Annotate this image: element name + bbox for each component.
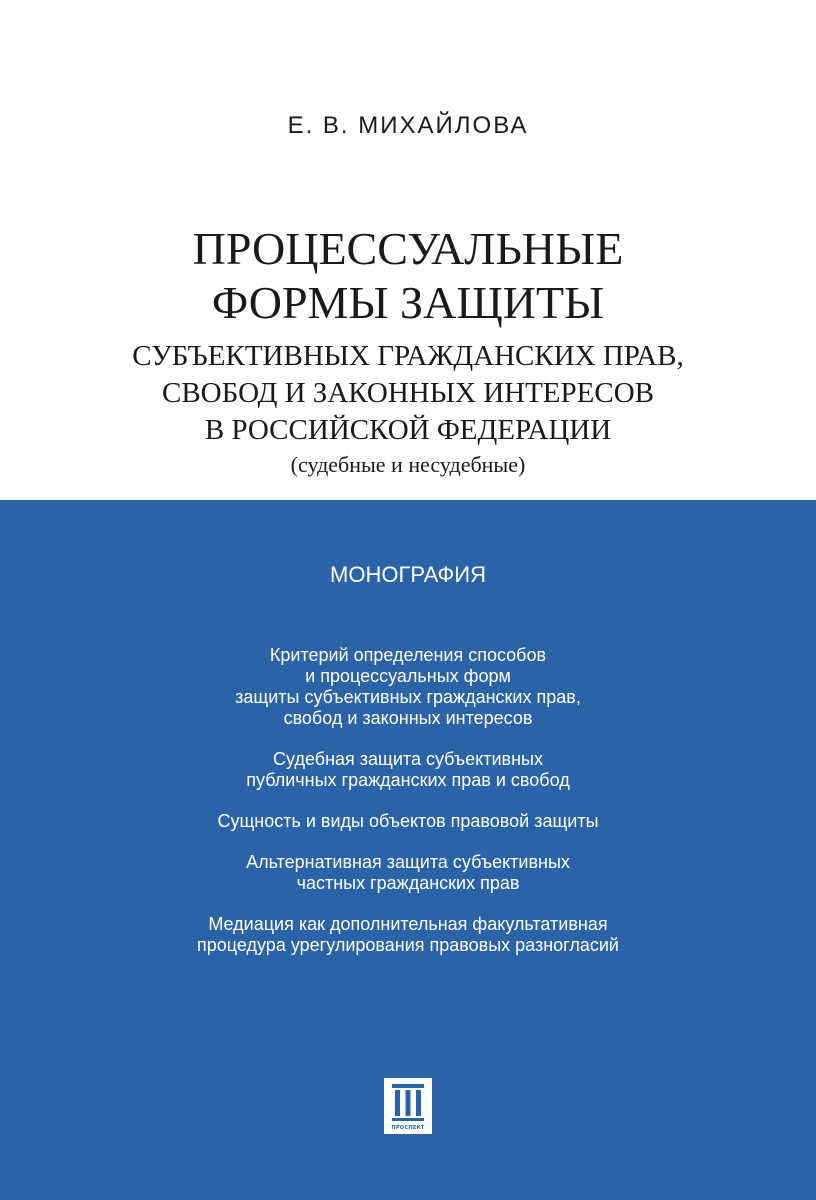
cover-blue-band	[0, 500, 816, 1200]
topic-line: Критерий определения способов	[269, 645, 547, 665]
topic-line: и процессуальных форм	[305, 666, 511, 686]
topic-line: частных гражданских прав	[296, 873, 520, 893]
title-main-line: ПРОЦЕССУАЛЬНЫЕ	[192, 223, 624, 274]
author-name: Е. В. МИХАЙЛОВА	[287, 112, 529, 139]
topic-line: Сущность и виды объектов правовой защиты	[217, 811, 599, 831]
topic-line: Судебная защита субъективных	[273, 749, 543, 769]
book-title-sub	[0, 338, 816, 449]
topic-item	[0, 852, 816, 894]
book-title-main	[0, 222, 816, 330]
topic-line: Медиация как дополнительная факультативная	[208, 914, 608, 934]
topic-line: процедура урегулирования правовых разногласий	[197, 935, 619, 955]
topic-item	[0, 749, 816, 791]
title-main-line: ФОРМЫ ЗАЩИТЫ	[211, 277, 605, 328]
topics-list	[0, 645, 816, 976]
genre-label: МОНОГРАФИЯ	[330, 562, 486, 587]
publisher-logo-text: ПРОСПЕКТ	[391, 1125, 425, 1131]
cover-top-section	[0, 0, 816, 500]
columns-building-icon	[384, 1078, 432, 1124]
title-sub-line: СВОБОД И ЗАКОННЫХ ИНТЕРЕСОВ	[162, 377, 654, 409]
title-sub-line: В РОССИЙСКОЙ ФЕДЕРАЦИИ	[204, 414, 612, 446]
publisher-logo	[384, 1078, 432, 1134]
topic-item	[0, 914, 816, 956]
topic-line: свобод и законных интересов	[283, 708, 533, 728]
topic-line: Альтернативная защита субъективных	[246, 852, 570, 872]
topic-line: публичных гражданских прав и свобод	[246, 770, 570, 790]
topic-line: защиты субъективных гражданских прав,	[235, 687, 581, 707]
title-sub-line: СУБЪЕКТИВНЫХ ГРАЖДАНСКИХ ПРАВ,	[132, 340, 684, 372]
title-note: (судебные и несудебные)	[290, 452, 526, 477]
topic-item	[0, 645, 816, 729]
topic-item	[0, 811, 816, 832]
